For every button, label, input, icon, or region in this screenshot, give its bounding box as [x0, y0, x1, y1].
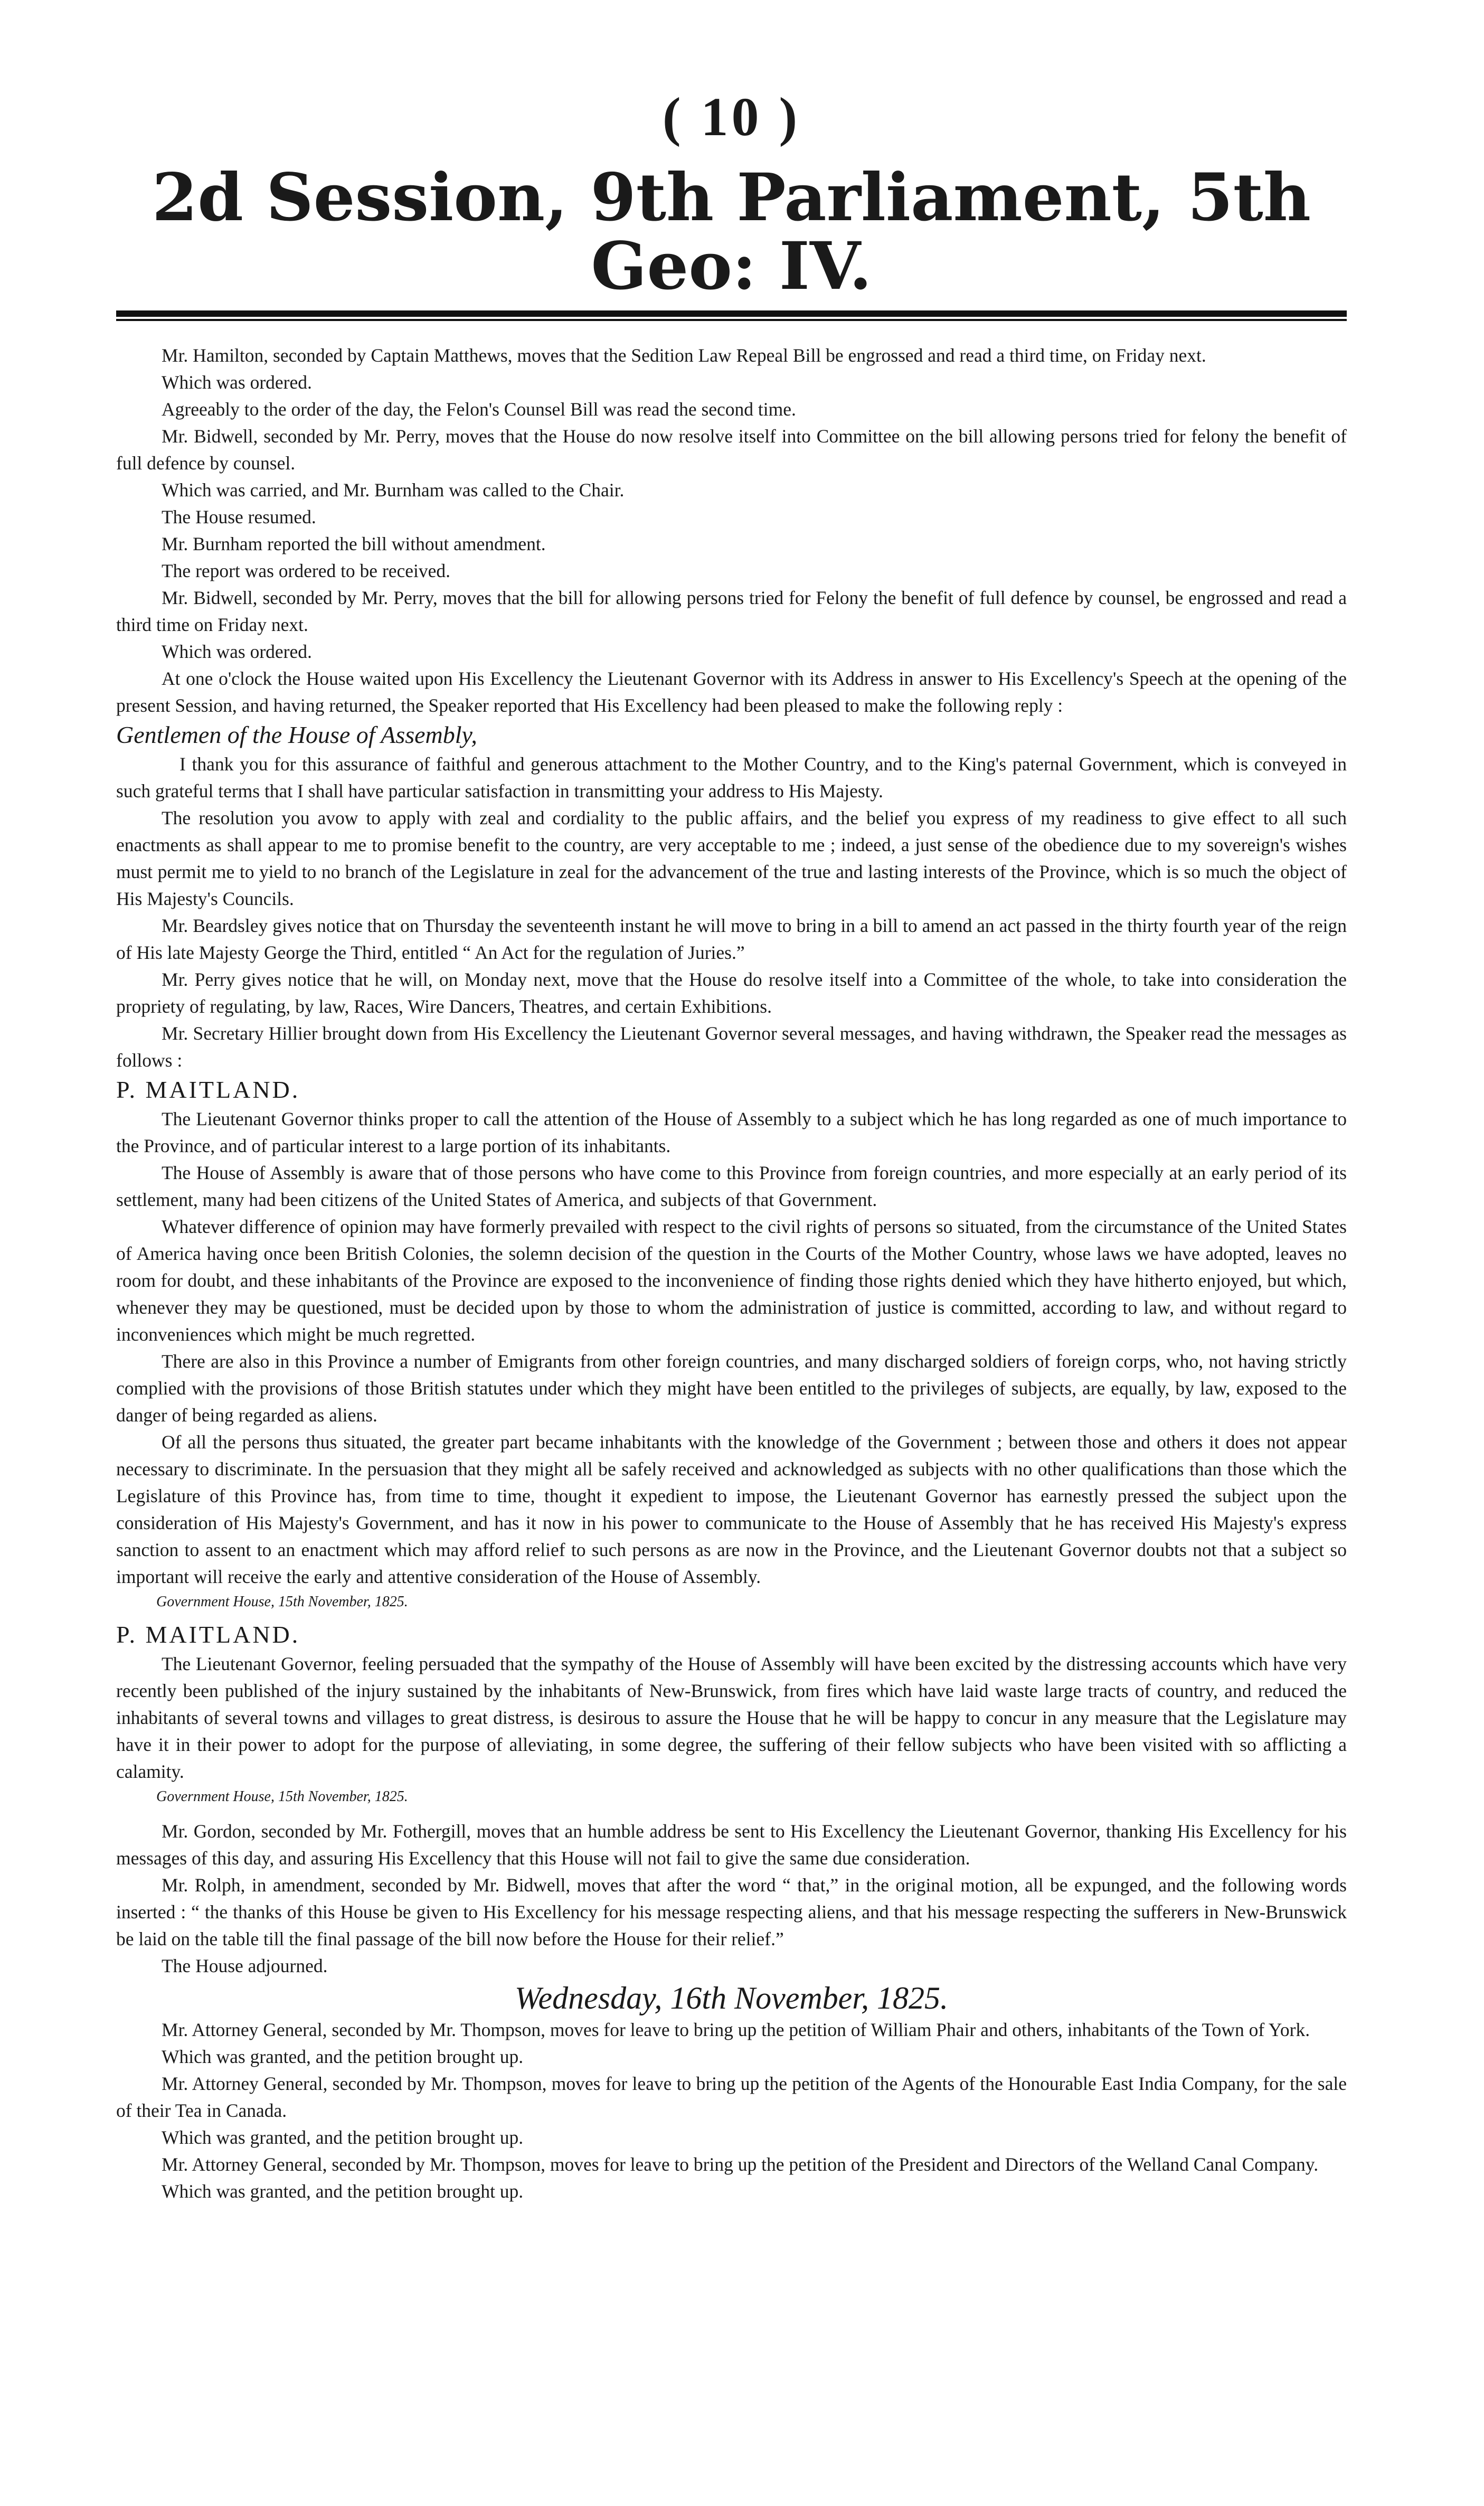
paragraph: Mr. Beardsley gives notice that on Thursday the seventeenth instant he will move to bring in a bill to amend an act passed in the thirty fourth year of the reign of His late Majesty George the Third, entitled “ An Act for the regulation of Juries.”: [116, 915, 1347, 964]
paragraph: Mr. Perry gives notice that he will, on Monday next, move that the House do resolve itself into a Committee of the whole, to take into consideration the propriety of regulating, by law, Races, Wire Dancers, Theatres, and certain Exhibitions.: [116, 969, 1347, 1018]
header-double-rule: [116, 308, 1347, 322]
paragraph: Mr. Attorney General, seconded by Mr. Thompson, moves for leave to bring up the petition of the Agents of the Honourable East India Company, for the sale of their Tea in Canada.: [116, 2073, 1347, 2122]
paragraph: Mr. Hamilton, seconded by Captain Matthews, moves that the Sedition Law Repeal Bill be engrossed and read a third time, on Friday next.: [162, 345, 1206, 366]
paragraph: The House of Assembly is aware that of those persons who have come to this Province from foreign countries, and more especially at an early period of its settlement, many had been citizens of the United States of America, and subjects of that Government.: [116, 1162, 1347, 1211]
paragraph: Mr. Attorney General, seconded by Mr. Thompson, moves for leave to bring up the petition of the President and Directors of the Welland Canal Company.: [162, 2154, 1319, 2175]
paragraph: Which was ordered.: [162, 641, 312, 663]
paragraph: Mr. Rolph, in amendment, seconded by Mr. Bidwell, moves that after the word “ that,” in the original motion, all be expunged, and the following words inserted : “ the thanks of this House be given to His Excellency for his message respecting aliens, and that his message respecting the sufferers in New-Brunswick be laid on the table till the final passage of the bill now before the House for their relief.”: [116, 1874, 1347, 1950]
paragraph: Which was granted, and the petition brought up.: [162, 2127, 524, 2149]
paragraph: Which was carried, and Mr. Burnham was called to the Chair.: [162, 479, 625, 501]
paragraph: Of all the persons thus situated, the greater part became inhabitants with the knowledge of the Government ; between those and others it does not appear necessary to discriminate. In the persuasion that they might all be safely received and acknowledged as subjects with no other qualifications than those which the Legislature of this Province has, from time to time, thought it expedient to impose, the Lieutenant Governor has earnestly pressed the subject upon the consideration of His Majesty's Government, and has it now in his power to communicate to the House of Assembly that he has received His Majesty's express sanction to assent to an enactment which may afford relief to such persons as are now in the Province, and the Lieutenant Governor doubts not that a subject so important will receive the early and attentive consideration of the House of Assembly.: [116, 1431, 1347, 1588]
paragraph: Mr. Bidwell, seconded by Mr. Perry, moves that the bill for allowing persons tried for Felony the benefit of full defence by counsel, be engrossed and read a third time on Friday next.: [116, 587, 1347, 636]
paragraph: At one o'clock the House waited upon His Excellency the Lieutenant Governor with its Address in answer to His Excellency's Speech at the opening of the present Session, and having returned, the Speaker reported that His Excellency had been pleased to make the following reply :: [116, 668, 1347, 717]
paragraph: The House adjourned.: [162, 1955, 328, 1977]
message-dateline: Government House, 15th November, 1825.: [156, 1788, 408, 1805]
paragraph: The House resumed.: [162, 506, 316, 528]
paragraph: Mr. Secretary Hillier brought down from His Excellency the Lieutenant Governor several messages, and having withdrawn, the Speaker read the messages as follows :: [116, 1023, 1347, 1071]
paragraph: The Lieutenant Governor thinks proper to call the attention of the House of Assembly to a subject which he has long regarded as one of much importance to the Province, and of particular interest to a large portion of its inhabitants.: [116, 1108, 1347, 1157]
paragraph: Which was ordered.: [162, 372, 312, 393]
paragraph: Mr. Burnham reported the bill without amendment.: [162, 533, 546, 555]
paragraph: There are also in this Province a number of Emigrants from other foreign countries, and many discharged soldiers of foreign corps, who, not having strictly complied with the provisions of those British statutes under which they might have been entitled to the privileges of subjects, are equally, by law, exposed to the danger of being regarded as aliens.: [116, 1351, 1347, 1426]
header-rule-thick: [116, 310, 1347, 317]
paragraph: Whatever difference of opinion may have formerly prevailed with respect to the civil rights of persons so situated, from the circumstance of the United States of America having once been British Colonies, the solemn decision of the question in the Courts of the Mother Country, whose laws we have adopted, leaves no room for doubt, and these inhabitants of the Province are exposed to the inconvenience of finding those rights denied which they have hitherto enjoyed, but which, whenever they may be questioned, must be decided upon by those to whom the administration of justice is committed, according to law, and without regard to inconveniences which might be much regretted.: [116, 1216, 1347, 1345]
page-number: ( 10 ): [662, 87, 801, 147]
paragraph: Which was granted, and the petition brought up.: [162, 2046, 524, 2068]
message-signature: P. MAITLAND.: [116, 1076, 300, 1104]
message-dateline: Government House, 15th November, 1825.: [156, 1594, 408, 1610]
paragraph: The resolution you avow to apply with zeal and cordiality to the public affairs, and the belief you express of my readiness to give effect to all such enactments as shall appear to me to promise benefit to the country, are very acceptable to me ; indeed, a just sense of the obedience due to my sovereign's wishes must permit me to yield to no branch of the Legislature in zeal for the advancement of the true and lasting interests of the Province, which is so much the object of His Majesty's Councils.: [116, 807, 1347, 910]
paragraph: Mr. Gordon, seconded by Mr. Fothergill, moves that an humble address be sent to His Excellency the Lieutenant Governor, thanking His Excellency for his messages of this day, and assuring His Excellency that this House will not fail to give the same due consideration.: [116, 1821, 1347, 1869]
journal-body: [116, 342, 1347, 2205]
paragraph: Mr. Bidwell, seconded by Mr. Perry, moves that the House do now resolve itself into Committee on the bill allowing persons tried for felony the benefit of full defence by counsel.: [116, 426, 1347, 474]
paragraph: Agreeably to the order of the day, the Felon's Counsel Bill was read the second time.: [162, 399, 796, 420]
reply-salutation: Gentlemen of the House of Assembly,: [116, 721, 477, 749]
paragraph: The Lieutenant Governor, feeling persuaded that the sympathy of the House of Assembly will have been excited by the distressing accounts which have very recently been published of the injury sustained by the inhabitants of New-Brunswick, from fires which have laid waste large tracts of country, and reduced the inhabitants of several towns and villages to great distress, is desirous to assure the House that he will be happy to concur in any measure that the Legislature may have it in their power to adopt for the purpose of alleviating, in some degree, the suffering of their fellow subjects who have been visited with so afflicting a calamity.: [116, 1653, 1347, 1783]
paragraph: Which was granted, and the petition brought up.: [162, 2181, 524, 2202]
header-rule-thin: [116, 319, 1347, 321]
paragraph: The report was ordered to be received.: [162, 560, 451, 582]
paragraph: I thank you for this assurance of faithful and generous attachment to the Mother Country, and to the King's paternal Government, which is conveyed in such grateful terms that I shall have particular satisfaction in transmitting your address to His Majesty.: [116, 753, 1347, 802]
date-heading: Wednesday, 16th November, 1825.: [514, 1981, 948, 2016]
paragraph: Mr. Attorney General, seconded by Mr. Thompson, moves for leave to bring up the petition of William Phair and others, inhabitants of the Town of York.: [162, 2019, 1310, 2041]
message-signature: P. MAITLAND.: [116, 1621, 300, 1648]
session-title: 2d Session, 9th Parliament, 5th Geo: IV.: [152, 159, 1311, 305]
